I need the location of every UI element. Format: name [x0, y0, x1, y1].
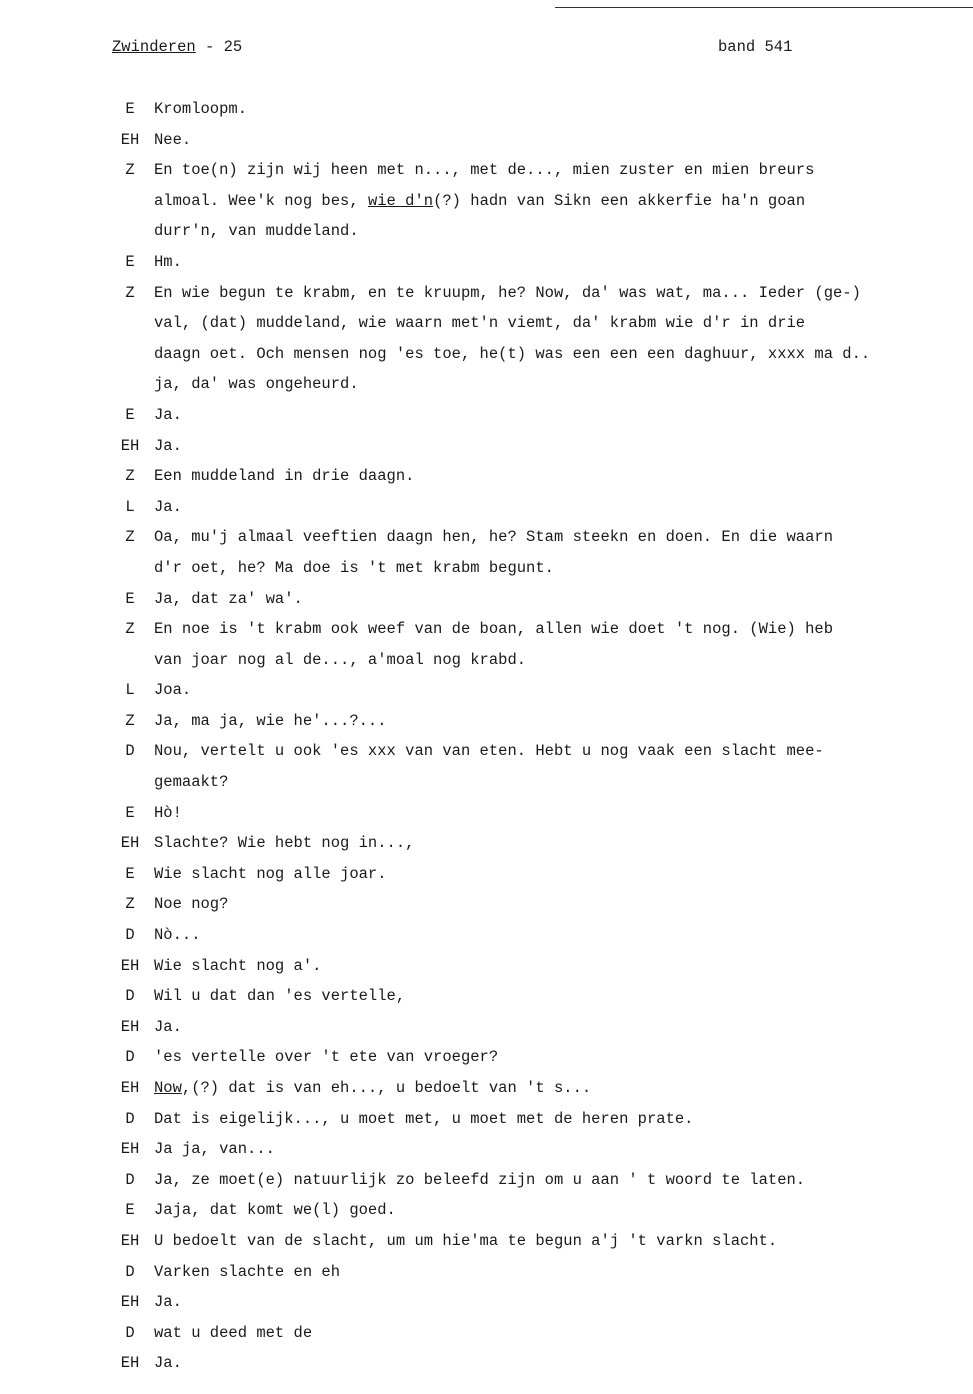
transcript-line: [0, 620, 973, 651]
line-text: Ja ja, van...: [154, 1140, 275, 1159]
transcript-line: [0, 375, 973, 406]
transcript-line: [0, 1171, 973, 1202]
speaker-label: D: [125, 1262, 135, 1281]
line-text: En noe is 't krabm ook weef van de boan, allen wie doet 't nog. (Wie) heb: [154, 620, 834, 639]
speaker-label: E: [125, 100, 135, 118]
line-text: daagn oet. Och mensen nog 'es toe, he(t) was een een een daghuur, xxxx ma d..: [154, 344, 871, 363]
transcript-line: [0, 895, 973, 926]
speaker-label: D: [125, 1048, 135, 1067]
speaker-label: Z: [125, 620, 135, 639]
line-text: Wie slacht nog a'.: [154, 956, 322, 975]
speaker-label: E: [125, 864, 135, 883]
transcript-line: [0, 528, 973, 559]
transcript-line: [0, 651, 973, 682]
line-text: 'es vertelle over 't ete van vroeger?: [154, 1048, 499, 1067]
line-text: d'r oet, he? Ma doe is 't met krabm begunt.: [154, 558, 554, 577]
band-number: band 541: [718, 38, 793, 56]
transcript: [0, 100, 973, 1385]
transcript-line: [0, 437, 973, 468]
speaker-label: D: [125, 987, 135, 1006]
transcript-line: [0, 100, 973, 131]
speaker-label: L: [125, 681, 135, 700]
transcript-line: [0, 1354, 973, 1385]
transcript-line: [0, 1018, 973, 1049]
transcript-line: [0, 590, 973, 621]
speaker-label: EH: [120, 1017, 140, 1036]
transcript-line: [0, 681, 973, 712]
speaker-label: D: [125, 926, 135, 945]
line-text: ja, da' was ongeheurd.: [154, 375, 359, 394]
transcript-line: [0, 1293, 973, 1324]
speaker-label: D: [125, 742, 135, 761]
title-underlined: Zwinderen: [112, 38, 196, 56]
line-text-underlined: wie d'n: [367, 191, 434, 210]
transcript-line: [0, 1110, 973, 1141]
line-text: Kromloopm.: [154, 100, 248, 118]
speaker-label: E: [125, 1201, 135, 1220]
transcript-line: [0, 498, 973, 529]
transcript-line: [0, 987, 973, 1018]
line-text: Wil u dat dan 'es vertelle,: [154, 987, 406, 1006]
transcript-line: [0, 1232, 973, 1263]
line-text: Ja.: [154, 1293, 182, 1312]
line-text: Ja.: [154, 405, 182, 424]
line-text: En wie begun te krabm, en te kruupm, he? Now, da' was wat, ma... Ieder (ge-): [154, 283, 861, 302]
speaker-label: D: [125, 1109, 135, 1128]
line-text: Nò...: [154, 926, 201, 945]
line-text: Ja.: [154, 436, 182, 455]
transcript-line: [0, 1140, 973, 1171]
line-text: [154, 192, 805, 210]
speaker-label: Z: [125, 711, 135, 730]
transcript-line: [0, 192, 973, 223]
transcript-line: [0, 804, 973, 835]
speaker-label: EH: [120, 436, 140, 455]
line-text: durr'n, van muddeland.: [154, 222, 359, 241]
line-text: Dat is eigelijk..., u moet met, u moet met de heren prate.: [154, 1109, 694, 1128]
line-text: Ja, ze moet(e) natuurlijk zo beleefd zijn om u aan ' t woord te laten.: [154, 1170, 806, 1189]
transcript-line: [0, 253, 973, 284]
speaker-label: Z: [125, 161, 135, 180]
title-page-number: - 25: [195, 38, 243, 56]
speaker-label: Z: [125, 283, 135, 302]
transcript-line: [0, 742, 973, 773]
speaker-label: Z: [125, 895, 135, 914]
line-text: Hò!: [154, 803, 182, 822]
line-text: Oa, mu'j almaal veeftien daagn hen, he? Stam steekn en doen. En die waarn: [154, 528, 834, 547]
transcript-line: [0, 773, 973, 804]
speaker-label: EH: [120, 1140, 140, 1159]
line-text: Nou, vertelt u ook 'es xxx van van eten. Hebt u nog vaak een slacht mee-: [154, 742, 824, 761]
line-text: Ja.: [154, 1017, 182, 1036]
transcript-line: [0, 222, 973, 253]
line-text-underlined: Now: [154, 1079, 182, 1097]
speaker-label: EH: [120, 1231, 140, 1250]
line-text: Ja, ma ja, wie he'...?...: [154, 711, 387, 730]
speaker-label: E: [125, 803, 135, 822]
line-text: Ja, dat za' wa'.: [154, 589, 303, 608]
speaker-label: Z: [125, 528, 135, 547]
transcript-line: [0, 957, 973, 988]
transcript-line: [0, 1079, 973, 1110]
transcript-line: [0, 712, 973, 743]
line-text: Jaja, dat komt we(l) goed.: [154, 1201, 396, 1220]
speaker-label: E: [125, 589, 135, 608]
transcript-line: [0, 865, 973, 896]
page-title: [112, 38, 242, 56]
transcript-line: [0, 1201, 973, 1232]
line-text: Hm.: [154, 252, 182, 271]
line-text: [154, 1079, 591, 1097]
page-header: [112, 38, 812, 62]
line-text: U bedoelt van de slacht, um um hie'ma te begun a'j 't varkn slacht.: [154, 1231, 778, 1250]
speaker-label: EH: [120, 1354, 140, 1373]
line-text: gemaakt?: [154, 773, 229, 792]
speaker-label: EH: [120, 1293, 140, 1312]
transcript-line: [0, 559, 973, 590]
line-text: Slachte? Wie hebt nog in...,: [154, 834, 415, 853]
line-text: Nee.: [154, 130, 192, 149]
transcript-line: [0, 314, 973, 345]
line-text: En toe(n) zijn wij heen met n..., met de..., mien zuster en mien breurs: [154, 161, 815, 180]
transcript-line: [0, 345, 973, 376]
transcript-line: [0, 834, 973, 865]
line-text: Noe nog?: [154, 895, 229, 914]
speaker-label: D: [125, 1170, 135, 1189]
line-text: Een muddeland in drie daagn.: [154, 467, 415, 486]
line-text: Ja.: [154, 1354, 182, 1373]
speaker-label: E: [125, 405, 135, 424]
line-text: van joar nog al de..., a'moal nog krabd.: [154, 650, 527, 669]
speaker-label: L: [125, 497, 135, 516]
speaker-label: EH: [120, 1079, 140, 1097]
transcript-line: [0, 284, 973, 315]
transcript-line: [0, 926, 973, 957]
speaker-label: EH: [120, 956, 140, 975]
transcript-line: [0, 467, 973, 498]
top-rule: [555, 7, 973, 8]
line-text: Wie slacht nog alle joar.: [154, 864, 387, 883]
transcript-line: [0, 1324, 973, 1355]
transcript-line: [0, 131, 973, 162]
line-text: wat u deed met de: [154, 1323, 313, 1342]
line-text: val, (dat) muddeland, wie waarn met'n viemt, da' krabm wie d'r in drie: [154, 314, 806, 333]
speaker-label: E: [125, 252, 135, 271]
line-text-post: (?) hadn van Sikn een akkerfie ha'n goan: [433, 191, 806, 210]
speaker-label: EH: [120, 834, 140, 853]
transcript-line: [0, 1263, 973, 1294]
transcript-line: [0, 406, 973, 437]
speaker-label: D: [125, 1323, 135, 1342]
line-text: Varken slachte en eh: [154, 1262, 341, 1281]
line-text: Ja.: [154, 497, 182, 516]
line-text: Joa.: [154, 681, 192, 700]
line-text-pre: almoal. Wee'k nog bes,: [154, 191, 368, 210]
line-text-post: ,(?) dat is van eh..., u bedoelt van 't s...: [181, 1079, 592, 1097]
speaker-label: Z: [125, 467, 135, 486]
transcript-line: [0, 161, 973, 192]
transcript-line: [0, 1048, 973, 1079]
speaker-label: EH: [120, 130, 140, 149]
